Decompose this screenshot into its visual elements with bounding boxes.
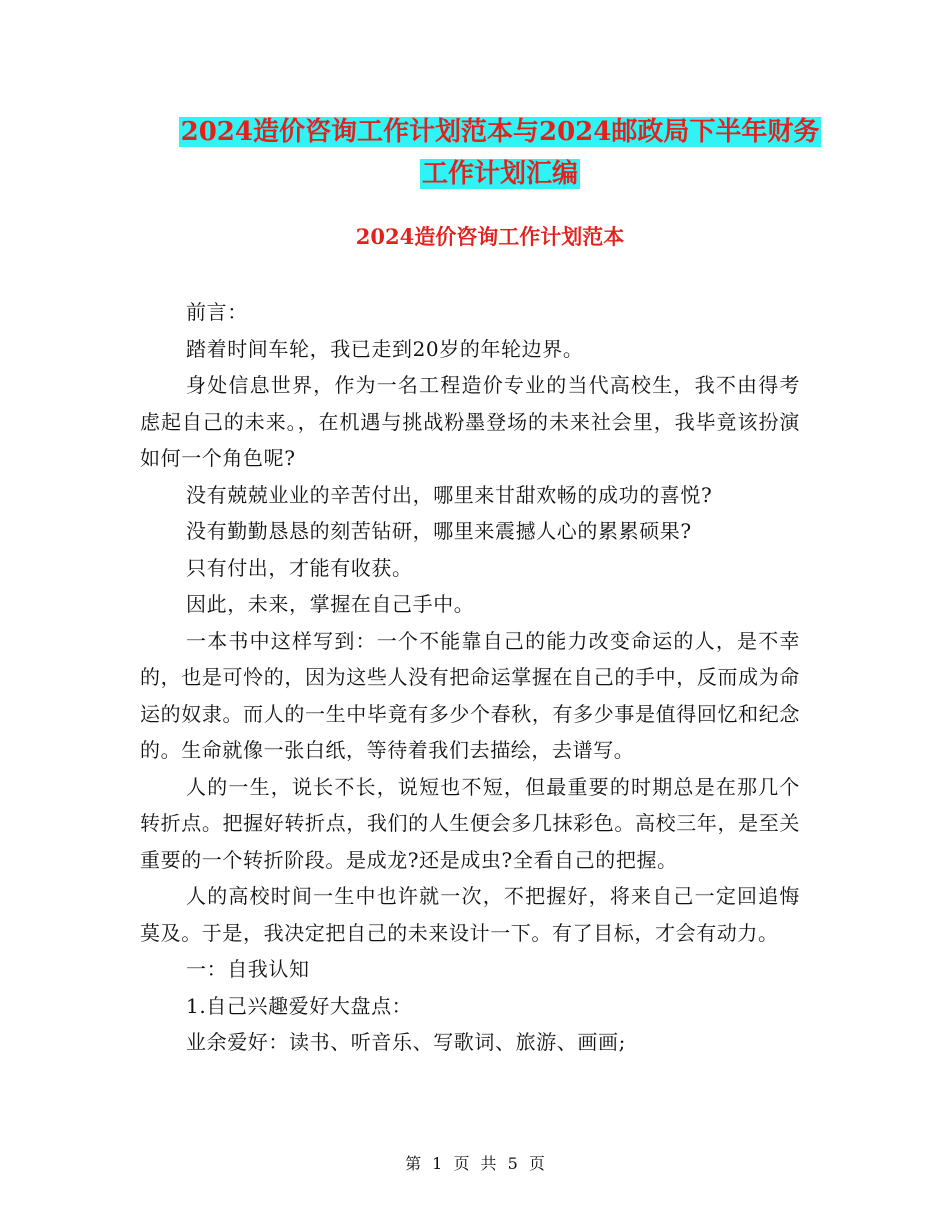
document-title-line-2 [140,152,860,196]
paragraph: 一：自我认知 [186,957,310,981]
paragraph: 人的一生，说长不长，说短也不短，但最重要的时期总是在那几个转折点。把握好转折点，我们的人生便会多几抹彩色。高校三年，是至关重要的一个转折阶段。是成龙?还是成虫?全看自己的把握。 [140,774,800,872]
paragraph: 没有勤勤恳恳的刻苦钻研，哪里来震撼人心的累累硕果? [186,519,692,543]
paragraph: 身处信息世界，作为一名工程造价专业的当代高校生，我不由得考虑起自己的未来。，在机遇与挑战粉墨登场的未来社会里，我毕竟该扮演如何一个角色呢? [140,373,800,470]
document-title-text-1: 2024造价咨询工作计划范本与2024邮政局下半年财务 [180,117,820,147]
paragraph: 前言： [186,300,248,324]
section-heading: 2024造价咨询工作计划范本 [355,224,625,249]
paragraph: 因此，未来，掌握在自己手中。 [186,592,475,616]
paragraph: 业余爱好：读书、听音乐、写歌词、旅游、画画; [186,1030,626,1054]
document-body [140,294,800,1061]
paragraph: 没有兢兢业业的辛苦付出，哪里来甘甜欢畅的成功的喜悦? [186,482,713,507]
paragraph: 人的高校时间一生中也许就一次，不把握好，将来自己一定回追悔莫及。于是，我决定把自己的未来设计一下。有了目标，才会有动力。 [140,884,800,945]
document-title-line-1 [140,110,860,154]
paragraph: 踏着时间车轮，我已走到20岁的年轮边界。 [186,336,584,361]
paragraph: 只有付出，才能有收获。 [186,555,413,580]
document-title-text-2: 工作计划汇编 [421,159,578,189]
paragraph: 一本书中这样写到：一个不能靠自己的能力改变命运的人，是不幸的，也是可怜的，因为这些人没有把命运掌握在自己的手中，反而成为命运的奴隶。而人的一生中毕竟有多少个春秋，有多少事是值得回忆和纪念的。生命就像一张白纸，等待着我们去描绘，去谱写。 [140,628,800,762]
page-footer: 第 1 页 共 5 页 [405,1154,545,1173]
paragraph: 1.自己兴趣爱好大盘点： [186,993,413,1018]
